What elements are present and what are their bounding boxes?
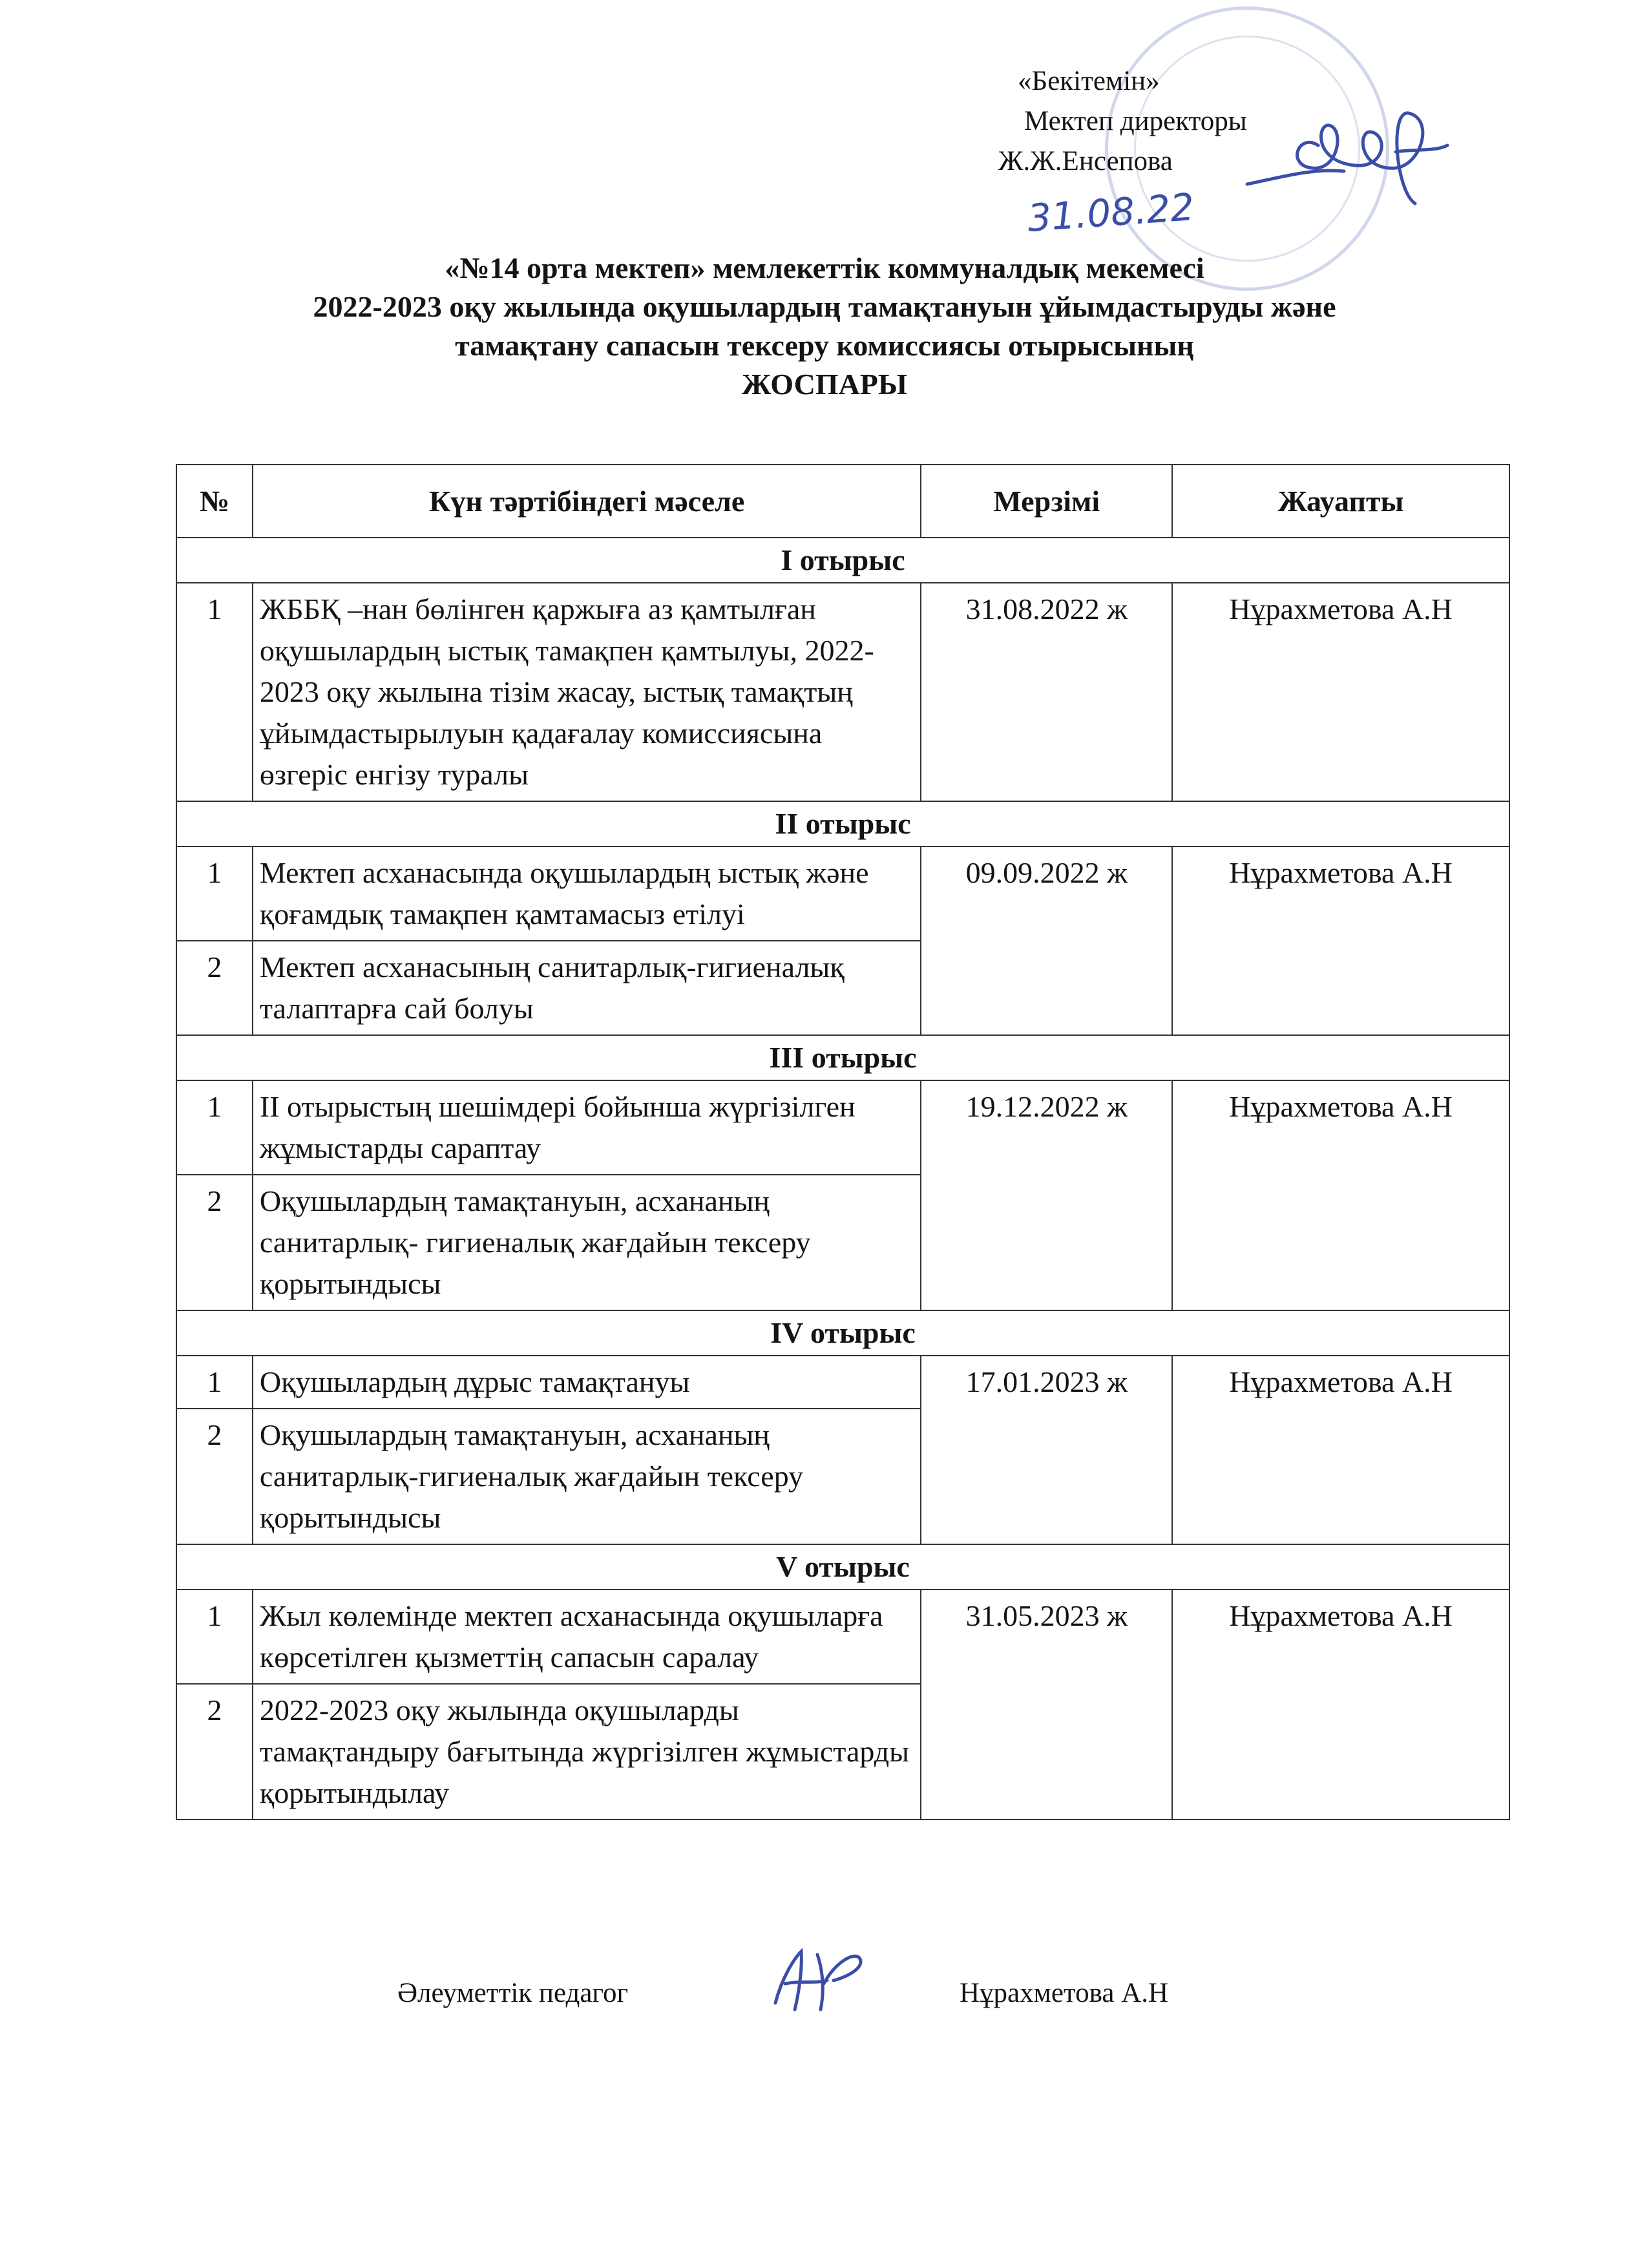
item-text: Мектеп асханасында оқушылардың ыстық және қоғамдық тамақпен қамтамасыз етілуі [253, 846, 921, 941]
table-row [176, 1590, 1509, 1684]
footer-name: Нұрахметова А.Н [960, 1978, 1169, 2008]
item-number: 2 [176, 1684, 253, 1820]
session-title: II отырыс [176, 801, 1509, 846]
item-responsible: Нұрахметова А.Н [1172, 846, 1509, 1035]
session-title: V отырыс [176, 1544, 1509, 1590]
item-deadline: 31.08.2022 ж [921, 583, 1172, 801]
title-line-1: «№14 орта мектеп» мемлекеттік коммуналдық мекемесі [445, 251, 1204, 284]
title-line-4: ЖОСПАРЫ [741, 368, 908, 401]
item-deadline: 09.09.2022 ж [921, 846, 1172, 1035]
approval-block [998, 61, 1247, 182]
header-agenda: Күн тәртібіндегі мәселе [253, 465, 921, 538]
item-text: ЖББҚ –нан бөлінген қаржыға аз қамтылған оқушылардың ыстық тамақпен қамтылуы, 2022-2023 оқу жылына тізім жасау, ыстық тамақтың ұйымдастырылуын қадағалау комиссиясына өзгеріс енгізу туралы [253, 583, 921, 801]
table-row [176, 1080, 1509, 1175]
item-deadline: 31.05.2023 ж [921, 1590, 1172, 1820]
session-row [176, 801, 1509, 846]
handwritten-date: 31.08.22 [1025, 185, 1196, 240]
item-number: 2 [176, 941, 253, 1035]
header-deadline: Мерзімі [921, 465, 1172, 538]
item-number: 1 [176, 846, 253, 941]
item-number: 1 [176, 1080, 253, 1175]
table-row [176, 583, 1509, 801]
title-line-3: тамақтану сапасын тексеру комиссиясы отырысының [455, 329, 1194, 362]
item-number: 1 [176, 583, 253, 801]
table-row [176, 1356, 1509, 1409]
table-row [176, 846, 1509, 941]
item-text: II отырыстың шешімдері бойынша жүргізілген жұмыстарды сараптау [253, 1080, 921, 1175]
item-text: Оқушылардың тамақтануын, асхананың санитарлық-гигиеналық жағдайын тексеру қорытындысы [253, 1409, 921, 1544]
item-text: Оқушылардың дұрыс тамақтануы [253, 1356, 921, 1409]
header-number: № [176, 465, 253, 538]
document-title [0, 249, 1649, 404]
session-row [176, 1035, 1509, 1080]
item-number: 2 [176, 1175, 253, 1310]
session-row [176, 538, 1509, 583]
item-text: Жыл көлемінде мектеп асханасында оқушыларға көрсетілген қызметтің сапасын саралау [253, 1590, 921, 1684]
session-title: IV отырыс [176, 1310, 1509, 1356]
approval-name: Ж.Ж.Енсепова [998, 146, 1173, 176]
session-title: I отырыс [176, 538, 1509, 583]
item-text: Мектеп асханасының санитарлық-гигиеналық талаптарға сай болуы [253, 941, 921, 1035]
approval-heading: «Бекітемін» [1018, 66, 1160, 96]
table-header-row [176, 465, 1509, 538]
item-responsible: Нұрахметова А.Н [1172, 583, 1509, 801]
session-row [176, 1310, 1509, 1356]
pedagog-signature [762, 1938, 872, 2022]
item-responsible: Нұрахметова А.Н [1172, 1080, 1509, 1310]
plan-table [176, 464, 1510, 1820]
item-deadline: 19.12.2022 ж [921, 1080, 1172, 1310]
item-deadline: 17.01.2023 ж [921, 1356, 1172, 1544]
item-responsible: Нұрахметова А.Н [1172, 1590, 1509, 1820]
item-number: 1 [176, 1356, 253, 1409]
title-line-2: 2022-2023 оқу жылында оқушылардың тамақтануын ұйымдастыруды және [313, 290, 1336, 323]
item-responsible: Нұрахметова А.Н [1172, 1356, 1509, 1544]
session-title: III отырыс [176, 1035, 1509, 1080]
header-responsible: Жауапты [1172, 465, 1509, 538]
item-number: 2 [176, 1409, 253, 1544]
item-number: 1 [176, 1590, 253, 1684]
item-text: Оқушылардың тамақтануын, асхананың санитарлық- гигиеналық жағдайын тексеру қорытындысы [253, 1175, 921, 1310]
item-text: 2022-2023 оқу жылында оқушыларды тамақтандыру бағытында жүргізілген жұмыстарды қорытындылау [253, 1684, 921, 1820]
footer-role: Әлеуметтік педагог [397, 1978, 629, 2008]
approval-position: Мектеп директоры [1024, 106, 1247, 136]
director-signature [1241, 107, 1454, 216]
session-row [176, 1544, 1509, 1590]
